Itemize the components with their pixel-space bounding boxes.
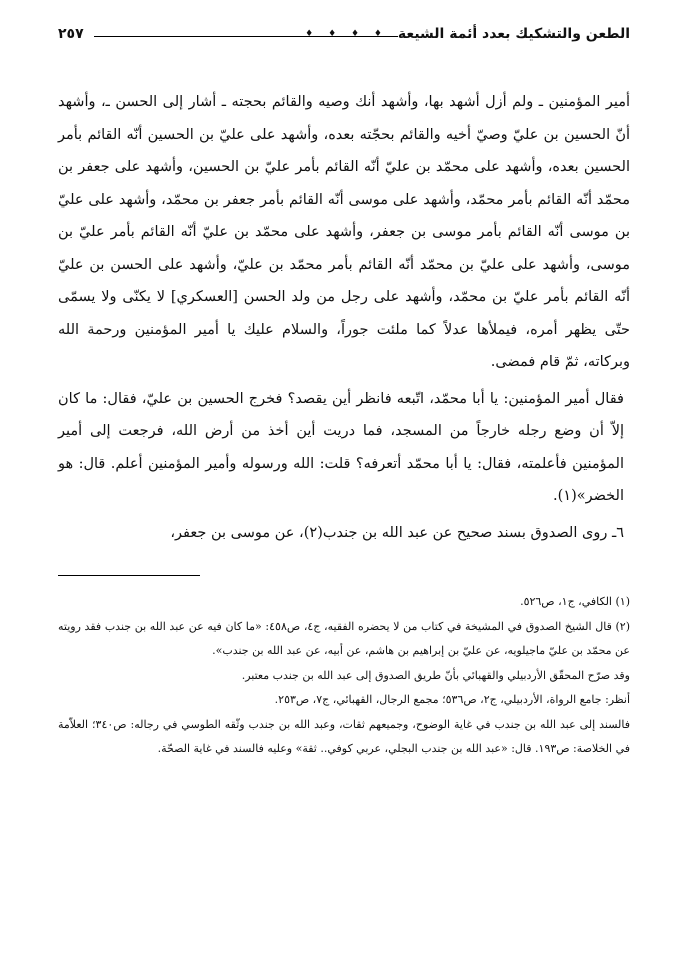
footnote: (٢) قال الشيخ الصدوق في المشيخة في كتاب من لا يحضره الفقيه، ج٤، ص٤٥٨: «ما كان فيه عن عبد الله بن جندب فقد رويته عن محمّد بن عليّ ماجيلويه، عن عليّ بن إبراهيم بن هاشم، عن أبيه، عن عبد الله بن جندب». (58, 619, 630, 657)
running-header (58, 26, 630, 52)
paragraph: فقال أمير المؤمنين: يا أبا محمّد، اتّبعه فانظر أين يقصد؟ فخرج الحسين بن عليّ، فقال: ما كان إلاّ أن وضع رجله خارجاً من المسجد، فما دريت أين أخذ من أرض الله، فرجعت إلى أمير المؤمنين فأعلمته، فقال: يا أبا محمّد أتعرفه؟ قلت: الله ورسوله وأمير المؤمنين أعلم. قال: هو الخضر»(١). (58, 390, 624, 504)
footnote: أنظر: جامع الرواة، الأردبيلي، ج٢، ص٥٣٦؛ مجمع الرجال، القهبائي، ج٧، ص٢٥٣. (274, 693, 630, 706)
book-page (58, 26, 630, 956)
footnote: (١) الكافي، ج١، ص٥٢٦. (520, 595, 630, 608)
main-text (58, 86, 630, 549)
header-ornament: ♦ ♦ ♦ ♦ (305, 29, 388, 39)
paragraph: أمير المؤمنين ـ ولم أزل أشهد بها، وأشهد أنك وصيه والقائم بحجته ـ أشار إلى الحسن ـ، وأشهد أنّ الحسين بن عليّ وصيّ أخيه والقائم بحجّته بعده، وأشهد على عليّ بن الحسين أنّه القائم بأمر الحسين بعده، وأشهد على محمّد بن عليّ أنّه القائم بأمر عليّ بن الحسين، وأشهد على جعفر بن محمّد أنّه القائم بأمر محمّد، وأشهد على موسى أنّه القائم بأمر جعفر بن محمّد، وأشهد على عليّ بن موسى أنّه القائم بأمر موسى بن جعفر، وأشهد على محمّد بن عليّ أنّه القائم بأمر عليّ بن موسى، وأشهد على عليّ بن محمّد أنّه القائم بأمر محمّد بن عليّ، وأشهد على الحسن بن عليّ أنّه القائم بأمر عليّ بن محمّد، وأشهد على رجل من ولد الحسن [العسكري] لا يكنّى ولا يسمّى حتّى يظهر أمره، فيملأها عدلاً كما ملئت جوراً، والسلام عليك يا أمير المؤمنين ورحمة الله وبركاته، ثمّ قام فمضى. (58, 94, 630, 370)
header-rule (94, 36, 398, 37)
footnote-separator (58, 575, 200, 576)
header-title: الطعن والتشكيك بعدد أئمة الشيعة (397, 26, 630, 42)
page-number: ٢٥٧ (58, 26, 84, 42)
footnote: وقد صرّح المحقّق الأردبيلي والقهبائي بأنّ طريق الصدوق إلى عبد الله بن جندب معتبر. (241, 668, 630, 682)
footnote: فالسند إلى عبد الله بن جندب في غاية الوضوح، وجميعهم ثقات، وعبد الله بن جندب وثّقه الطوسي في رجاله: ص٣٤٠؛ العلاّمة في الخلاصة: ص١٩٣. قال: «عبد الله بن جندب البجلي، عربي كوفي.. ثقة» وعليه فالسند في غاية الصحّة. (58, 717, 630, 755)
paragraph: ٦ـ روى الصدوق بسند صحيح عن عبد الله بن جندب(٢)، عن موسى بن جعفر، (170, 524, 624, 541)
footnotes (58, 590, 630, 762)
